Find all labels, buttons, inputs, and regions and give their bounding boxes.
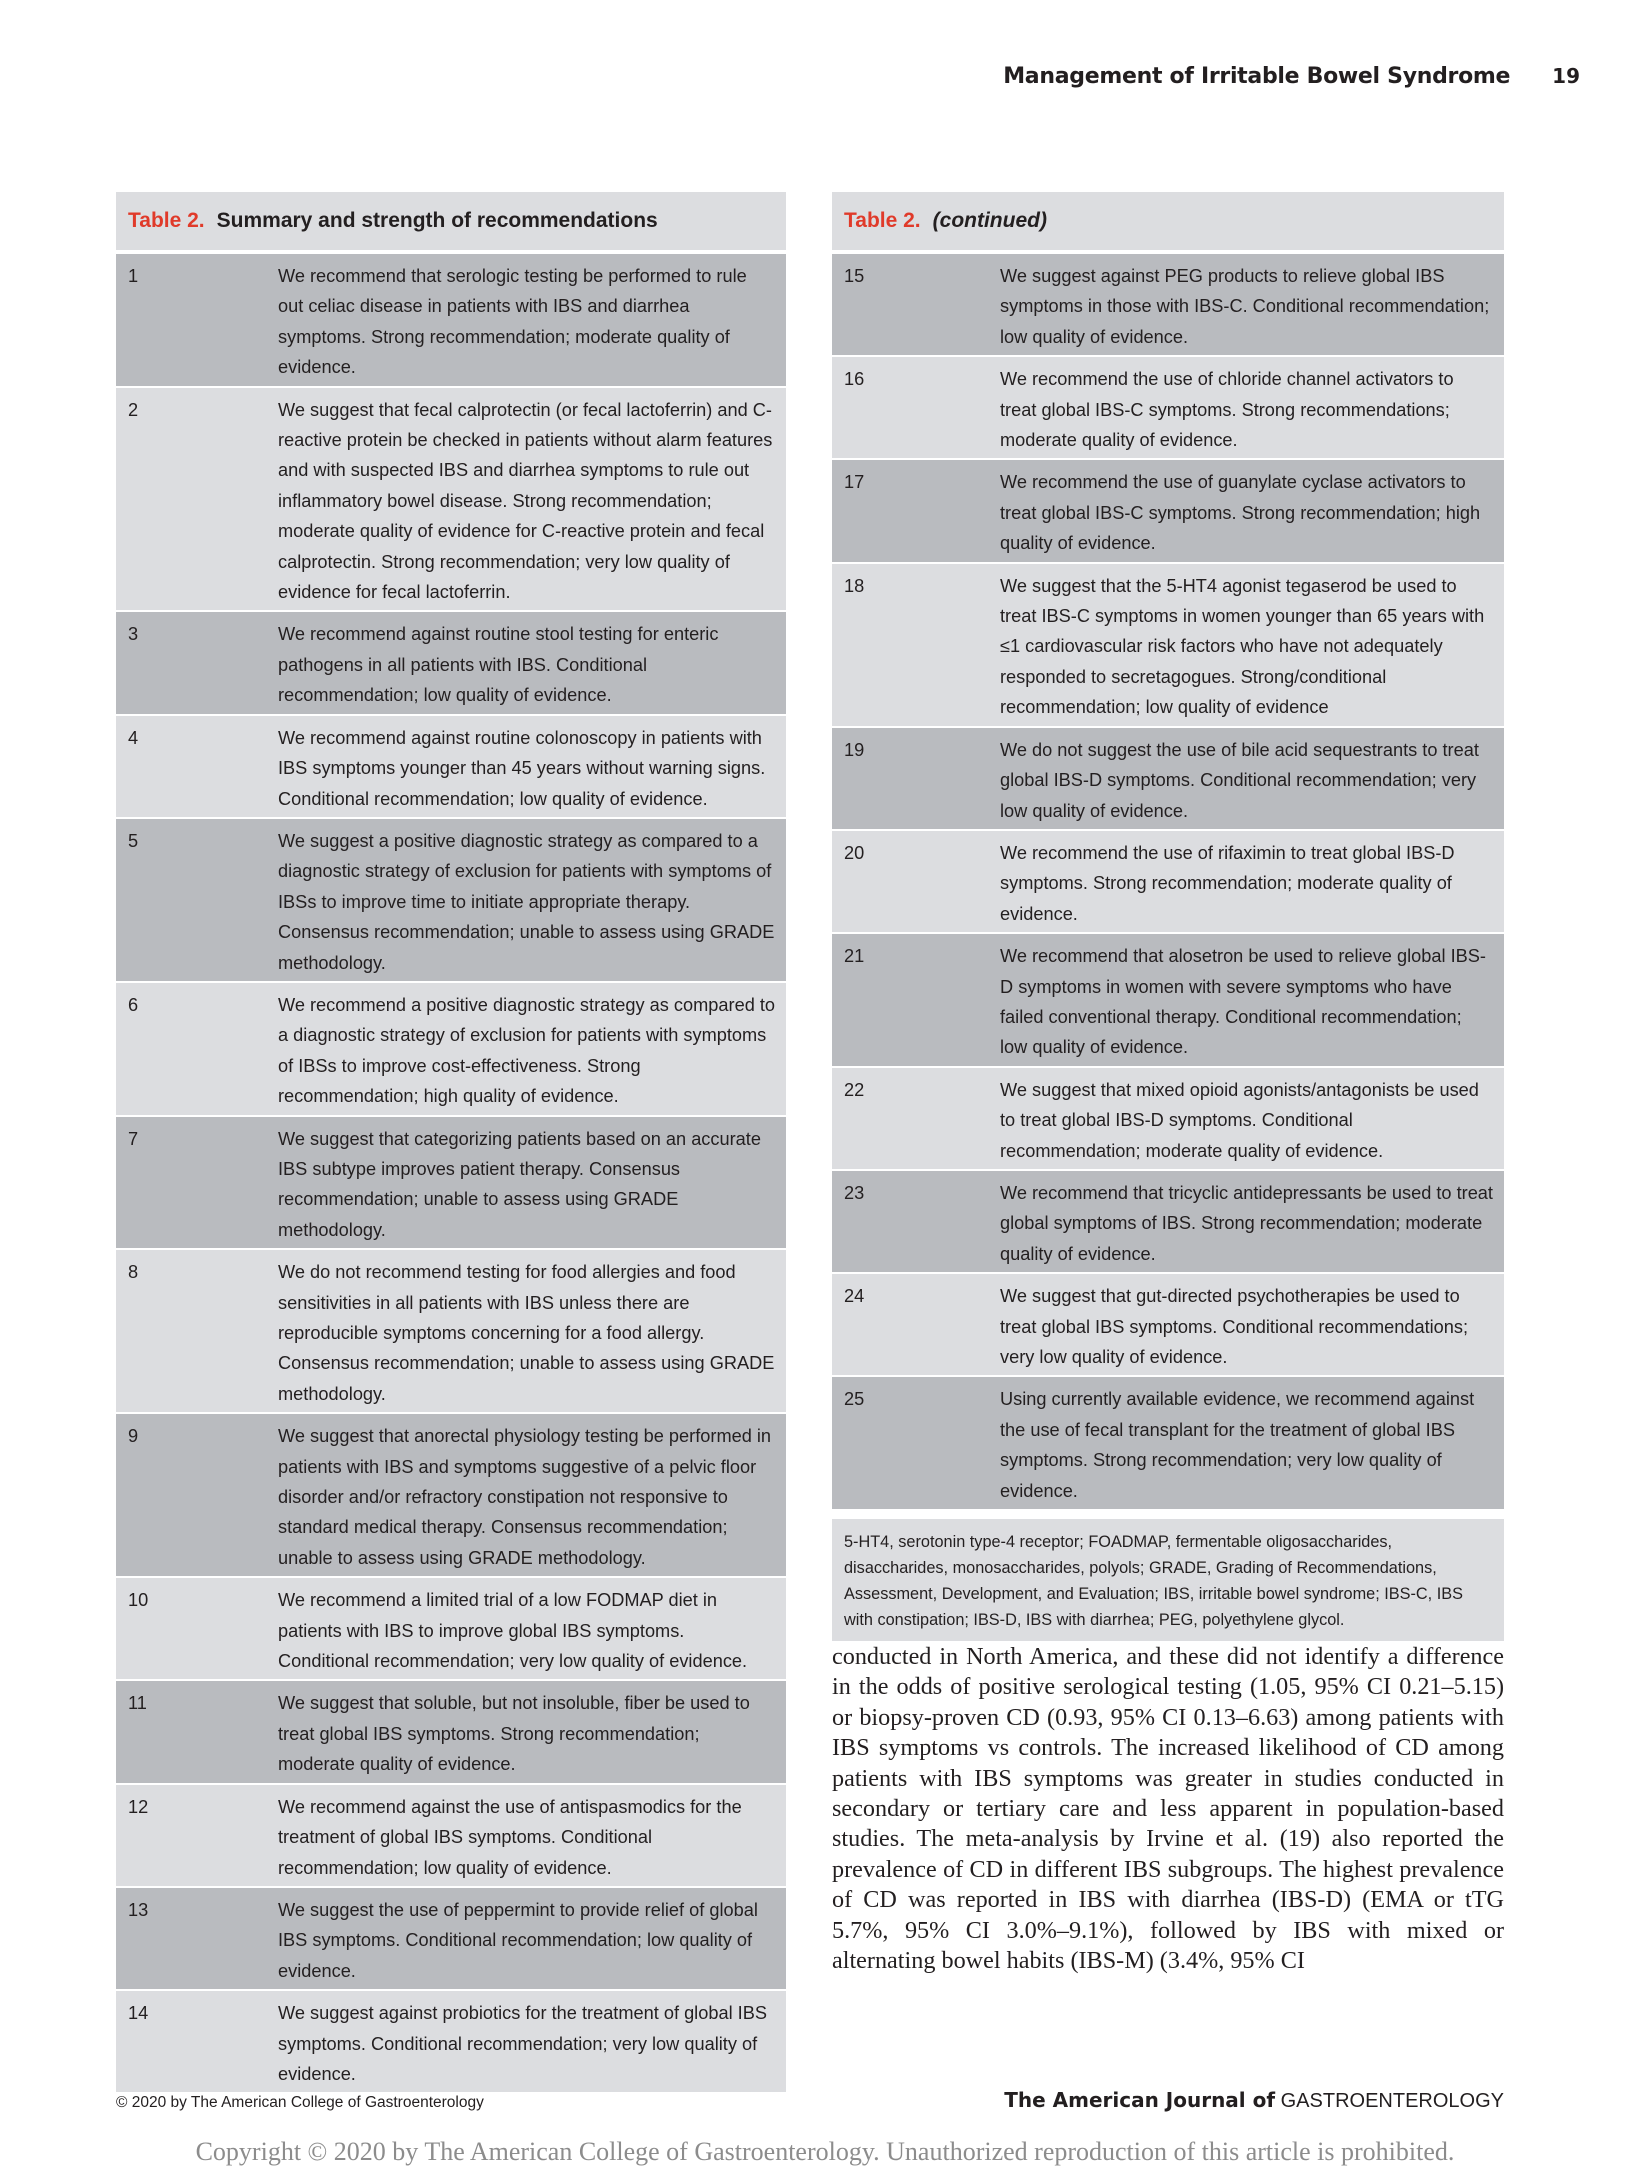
recommendation-text: We recommend the use of guanylate cyclase activators to treat global IBS-C symptoms. Strong recommendation; high quality of evidence. [1000,472,1481,554]
table-row [832,728,1504,831]
table-row [116,1991,786,2094]
table-row [116,819,786,983]
recommendation-number: 14 [128,2003,149,2024]
table-title: Summary and strength of recommendations [216,209,658,232]
table-right [832,192,1504,1641]
recommendation-text: We recommend a positive diagnostic strategy as compared to a diagnostic strategy of exclusion for patients with symptoms of IBSs to improve cost-effectiveness. Strong recommendation; high quality of evidence. [278,994,776,1107]
recommendation-number: 3 [128,624,139,645]
recommendation-text: We do not suggest the use of bile acid sequestrants to treat global IBS-D symptoms. Conditional recommendation; very low quality of evidence. [1000,739,1479,821]
table-row [832,934,1504,1068]
recommendation-number: 19 [844,739,865,760]
recommendation-number: 23 [844,1182,865,1203]
recommendation-text: We suggest that the 5-HT4 agonist tegaserod be used to treat IBS-C symptoms in women younger than 65 years with ≤1 cardiovascular risk factors who have not adequately responded to secretagogues. Strong/conditional recommendation; low quality of evidence [1000,575,1485,718]
table-row [832,1068,1504,1171]
recommendation-text: We recommend the use of chloride channel activators to treat global IBS-C symptoms. Strong recommendations; moderate quality of evidence. [1000,369,1454,451]
table-row [832,564,1504,728]
journal-prefix: The American Journal of [1004,2088,1276,2112]
table-row [116,1414,786,1578]
table-row [116,1785,786,1888]
table-row [832,254,1504,357]
table-row [832,357,1504,460]
running-title: Management of Irritable Bowel Syndrome [1003,64,1511,89]
copyright-notice: Copyright © 2020 by The American College of Gastroenterology. Unauthorized reproduction of this article is prohibited. [195,2137,1455,2166]
recommendation-text: We recommend that alosetron be used to relieve global IBS-D symptoms in women with severe symptoms who have failed conventional therapy. Conditional recommendation; low quality of evidence. [1000,946,1486,1058]
recommendation-text: We suggest a positive diagnostic strategy as compared to a diagnostic strategy of exclusion for patients with symptoms of IBSs to improve time to initiate appropriate therapy. Consensus recommendation; unable to assess using GRADE methodology. [278,830,775,973]
table-row [832,1171,1504,1274]
recommendation-number: 5 [128,830,139,851]
recommendation-text: We suggest that anorectal physiology testing be performed in patients with IBS and symptoms suggestive of a pelvic floor disorder and/or refractory constipation not responsive to standard medical therapy. Consensus recommendation; unable to assess using GRADE methodology. [278,1426,772,1568]
table-right-rows [832,254,1504,1511]
recommendation-number: 25 [844,1389,865,1410]
footer-journal [1004,2088,1504,2113]
journal-name: GASTROENTEROLOGY [1280,2090,1504,2112]
recommendation-text: We recommend a limited trial of a low FODMAP diet in patients with IBS to improve global IBS symptoms. Conditional recommendation; very low quality of evidence. [278,1590,748,1672]
table-row [116,983,786,1117]
recommendation-number: 4 [128,727,139,748]
recommendation-text: We suggest against PEG products to relieve global IBS symptoms in those with IBS-C. Conditional recommendation; low quality of evidence. [1000,266,1490,347]
table-title-continued: (continued) [932,209,1047,232]
recommendation-number: 11 [128,1693,147,1714]
running-head [1003,64,1580,89]
table-row [832,831,1504,934]
table-row [116,1117,786,1251]
table-row [116,1888,786,1991]
recommendation-text: We suggest that gut-directed psychotherapies be used to treat global IBS symptoms. Conditional recommendations; very low quality of evidence. [1000,1286,1469,1367]
recommendation-number: 7 [128,1128,139,1149]
table-row [116,388,786,613]
recommendation-number: 20 [844,842,865,863]
table-left-rows [116,254,786,2094]
recommendation-text: We suggest against probiotics for the treatment of global IBS symptoms. Conditional recommendation; very low quality of evidence. [278,2003,767,2084]
table-row [116,716,786,819]
table-row [116,1681,786,1784]
table-row [832,1377,1504,1511]
table-row [116,1250,786,1414]
recommendation-number: 8 [128,1262,139,1283]
table-row [832,1274,1504,1377]
recommendation-number: 1 [128,266,139,286]
table-left-header [116,192,786,254]
recommendation-number: 12 [128,1796,149,1817]
recommendation-number: 9 [128,1426,139,1447]
recommendation-number: 13 [128,1899,149,1920]
recommendation-number: 10 [128,1590,149,1611]
recommendation-number: 21 [844,946,865,967]
recommendation-number: 24 [844,1286,865,1307]
recommendation-text: We suggest that soluble, but not insoluble, fiber be used to treat global IBS symptoms. Strong recommendation; moderate quality of evidence. [278,1693,750,1775]
recommendation-number: 2 [128,399,139,420]
recommendation-text: We recommend against routine colonoscopy in patients with IBS symptoms younger than 45 years without warning signs. Conditional recommendation; low quality of evidence. [278,727,766,809]
table-left [116,192,786,2094]
recommendation-number: 6 [128,994,139,1015]
recommendation-text: We suggest that mixed opioid agonists/antagonists be used to treat global IBS-D symptoms. Conditional recommendation; moderate quality of evidence. [1000,1079,1479,1161]
recommendation-text: We recommend against the use of antispasmodics for the treatment of global IBS symptoms. Conditional recommendation; low quality of evidence. [278,1796,742,1878]
table-row [116,1578,786,1681]
recommendation-text: We recommend that serologic testing be performed to rule out celiac disease in patients with IBS and diarrhea symptoms. Strong recommendation; moderate quality of evidence. [278,266,747,378]
table-label-continued: Table 2. [844,209,921,232]
recommendation-number: 17 [844,472,865,493]
page-number: 19 [1552,64,1580,88]
recommendation-text: Using currently available evidence, we recommend against the use of fecal transplant for the treatment of global IBS symptoms. Strong recommendation; very low quality of evidence. [1000,1389,1475,1501]
table-row [832,460,1504,563]
recommendation-text: We do not recommend testing for food allergies and food sensitivities in all patients with IBS unless there are reproducible symptoms concerning for a food allergy. Consensus recommendation; unable to assess using GRADE methodology. [278,1262,775,1404]
recommendation-text: We suggest the use of peppermint to provide relief of global IBS symptoms. Conditional recommendation; low quality of evidence. [278,1899,758,1981]
recommendation-text: We recommend against routine stool testing for enteric pathogens in all patients with IBS. Conditional recommendation; low quality of evidence. [278,624,719,706]
recommendation-text: We suggest that categorizing patients based on an accurate IBS subtype improves patient therapy. Consensus recommendation; unable to assess using GRADE methodology. [278,1128,761,1240]
recommendation-text: We suggest that fecal calprotectin (or fecal lactoferrin) and C-reactive protein be checked in patients without alarm features and with suspected IBS and diarrhea symptoms to rule out inflammatory bowel disease. Strong recommendation; moderate quality of evidence for C-reactive protein and fecal calprotectin. Strong recommendation; very low quality of evidence for fecal lactoferrin. [278,399,773,603]
recommendation-number: 16 [844,369,865,390]
recommendation-text: We recommend that tricyclic antidepressants be used to treat global symptoms of IBS. Strong recommendation; moderate quality of evidence. [1000,1182,1493,1264]
body-paragraph: conducted in North America, and these did not identify a difference in the odds of positive serological testing (1.05, 95% CI 0.21–5.15) or biopsy-proven CD (0.93, 95% CI 0.13–6.63) among patients with IBS symptoms vs controls. The increased likelihood of CD among patients with IBS symptoms was greater in studies conducted in secondary or tertiary care and less apparent in population-based studies. The meta-analysis by Irvine et al. (19) also reported the prevalence of CD in different IBS subgroups. The highest prevalence of CD was reported in IBS with diarrhea (IBS-D) (EMA or tTG 5.7%, 95% CI 3.0%–9.1%), followed by IBS with mixed or alternating bowel habits (IBS-M) (3.4%, 95% CI [832,1643,1504,1975]
table-row [116,254,786,388]
table-right-header [832,192,1504,254]
table-label: Table 2. [128,209,205,232]
recommendation-text: We recommend the use of rifaximin to treat global IBS-D symptoms. Strong recommendation; moderate quality of evidence. [1000,842,1455,924]
table-footnote: 5-HT4, serotonin type-4 receptor; FOADMAP, fermentable oligosaccharides, disaccharides, monosaccharides, polyols; GRADE, Grading of Recommendations, Assessment, Development, and Evaluation; IBS, irritable bowel syndrome; IBS-C, IBS with constipation; IBS-D, IBS with diarrhea; PEG, polyethylene glycol. [832,1519,1504,1641]
recommendation-number: 22 [844,1079,865,1100]
table-row [116,612,786,715]
recommendation-number: 15 [844,266,865,286]
footer-copyright: © 2020 by The American College of Gastroenterology [116,2094,484,2111]
recommendation-number: 18 [844,575,865,596]
